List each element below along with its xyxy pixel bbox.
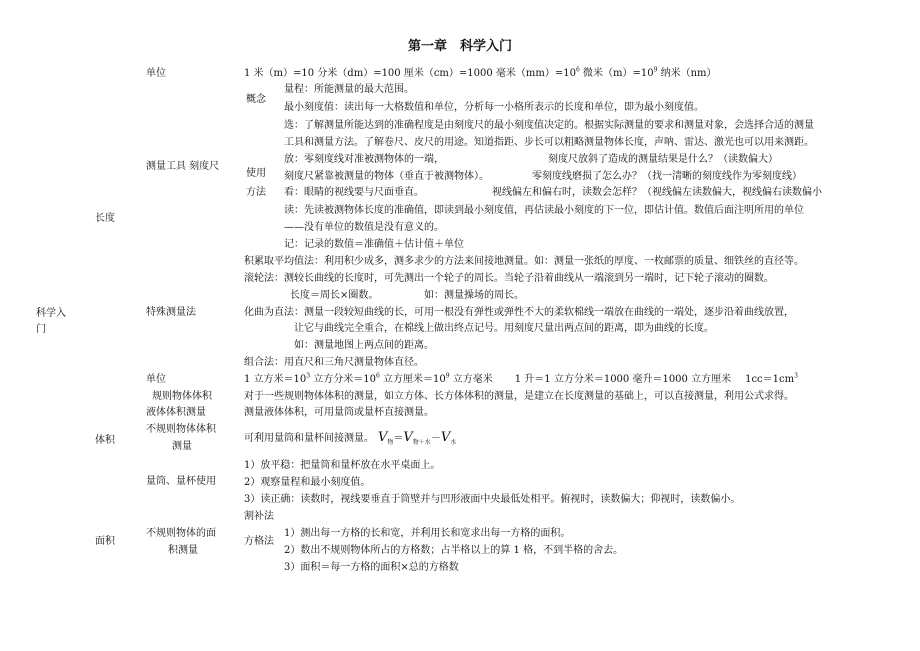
cylinder-usage-line: 1）放平稳：把量筒和量杯放在水平桌面上。 <box>244 460 441 471</box>
regular-volume-line: 对于一些规则物体体积的测量，如立方体、长方体体积的测量，是建立在长度测量的基础上，可以直接测量，利用公式求得。 <box>244 391 794 402</box>
use-line: 放：零刻度线对准被测物体的一端， <box>284 154 444 165</box>
use-line: 零刻度线磨损了怎么办？（找一清晰的刻度线作为零刻度线） <box>532 171 802 182</box>
measuring-tool-label: 测量工具 刻度尺 <box>146 161 220 172</box>
volume-unit-conversion: 1 立方米$=10^3$ 立方分米$=10^6$ 立方厘米$=10^9$ 立方毫米 1 升＝1 立方分米＝1000 毫升＝1000 立方厘米 $1cc=1cm^3$ <box>244 372 798 385</box>
curve-method-line: 让它与曲线完全重合，在棉线上做出终点记号。用刻度尺量出两点间的距离，即为曲线的长度。 <box>294 323 714 334</box>
concept-line: 最小刻度值：读出每一大格数值和单位，分析每一小格所表示的长度和单位，即为最小刻度值。 <box>284 102 704 113</box>
section-area-label: 面积 <box>95 536 115 547</box>
grid-method-label: 方格法 <box>244 536 274 547</box>
length-unit-conversion: 1 米（m）=10 分米（dm）=100 厘米（cm）=1000 毫米$(mm)=10^6$ 微米$(m)=10^9$ 纳米（nm） <box>244 66 717 79</box>
section-length-label: 长度 <box>95 213 115 224</box>
use-line: 读：先读被测物体长度的准确值，即读到最小刻度值，再估读最小刻度的下一位，即估计值。数值后面注明所用的单位 <box>284 205 804 216</box>
concept-line: 量程：所能测量的最大范围。 <box>284 84 414 95</box>
wheel-method-line: 滚轮法：测较长曲线的长度时，可先测出一个轮子的周长。当轮子沿着曲线从一端滚到另一端时，记下轮子滚动的圈数。 <box>244 273 774 284</box>
regular-volume-label: 规则物体体积 <box>152 391 212 402</box>
use-line: 刻度尺放斜了造成的测量结果是什么？（读数偏大） <box>548 154 778 165</box>
use-line: 记：记录的数值＝准确值＋估计值＋单位 <box>284 239 464 250</box>
special-method-label: 特殊测量法 <box>146 307 196 318</box>
accumulate-method-line: 积累取平均值法：利用积少成多，测多求少的方法来间接地测量。如：测量一张纸的厚度、一枚邮票的质量、细铁丝的直径等。 <box>244 256 804 267</box>
irregular-area-label: 积测量 <box>168 545 198 556</box>
section-volume-label: 体积 <box>95 435 115 446</box>
use-label: 使用 <box>246 168 266 179</box>
liquid-volume-line: 测量液体体积，可用量筒或量杯直接测量。 <box>244 407 434 418</box>
concept-label: 概念 <box>246 94 266 105</box>
cylinder-usage-label: 量筒、量杯使用 <box>146 476 216 487</box>
page-title: 第一章 科学入门 <box>407 39 512 54</box>
wheel-example: 如：测量操场的周长。 <box>424 290 524 301</box>
use-line: 刻度尺紧靠被测量的物体（垂直于被测物体）。 <box>284 171 489 182</box>
use-line: ——没有单位的数值是没有意义的。 <box>284 222 444 233</box>
length-unit-label: 单位 <box>146 68 166 79</box>
liquid-volume-label: 液体体积测量 <box>146 407 206 418</box>
root-topic-label: 科学入门 <box>36 308 66 335</box>
curve-method-line: 化曲为直法：测量一段较短曲线的长，可用一根没有弹性或弹性不大的柔软棉线一端放在曲线的一端处，逐步沿着曲线放置， <box>244 307 794 318</box>
method-label: 方法 <box>246 187 266 198</box>
volume-unit-label: 单位 <box>146 374 166 385</box>
wheel-formula: 长度＝周长×圈数。 <box>290 290 379 301</box>
irregular-volume-label: 不规则物体体积 <box>146 424 216 435</box>
choose-line: 选：了解测量所能达到的准确程度是由刻度尺的最小刻度值决定的。根据实际测量的要求和测量对象，会选择合适的测量 <box>284 120 814 131</box>
volume-formula: V <box>378 430 388 445</box>
cylinder-usage-line: 3）读正确：读数时，视线要垂直于筒壁并与凹形液面中央最低处相平。俯视时，读数偏大；仰视时，读数偏小。 <box>244 494 741 505</box>
grid-method-line: 2）数出不规则物体所占的方格数；占半格以上的算 1 格，不到半格的舍去。 <box>284 545 624 556</box>
choose-line: 工具和测量方法。了解卷尺、皮尺的用途。知道指距、步长可以粗略测量物体长度，声呐、雷达、激光也可以用来测距。 <box>284 137 814 148</box>
grid-method-line: 3）面积＝每一方格的面积×总的方格数 <box>284 562 459 573</box>
combination-method-line: 组合法：用直尺和三角尺测量物体直径。 <box>244 357 424 368</box>
cylinder-usage-line: 2）观察量程和最小刻度值。 <box>244 477 371 488</box>
cut-fill-method: 割补法 <box>244 511 274 522</box>
curve-method-line: 如：测量地图上两点间的距离。 <box>294 340 434 351</box>
irregular-area-label: 不规则物体的面 <box>146 528 216 539</box>
grid-method-line: 1）测出每一方格的长和宽，并利用长和宽求出每一方格的面积。 <box>284 528 571 539</box>
use-line: 视线偏左和偏右时，读数会怎样？（视线偏左读数偏大，视线偏右读数偏小 <box>492 187 822 198</box>
use-line: 看：眼睛的视线要与尺面垂直。 <box>284 187 424 198</box>
irregular-volume-label: 测量 <box>172 441 192 452</box>
irregular-volume-line: 可利用量筒和量杯间接测量。 $V_物=V_{物+水}-V_水$ <box>244 430 457 446</box>
